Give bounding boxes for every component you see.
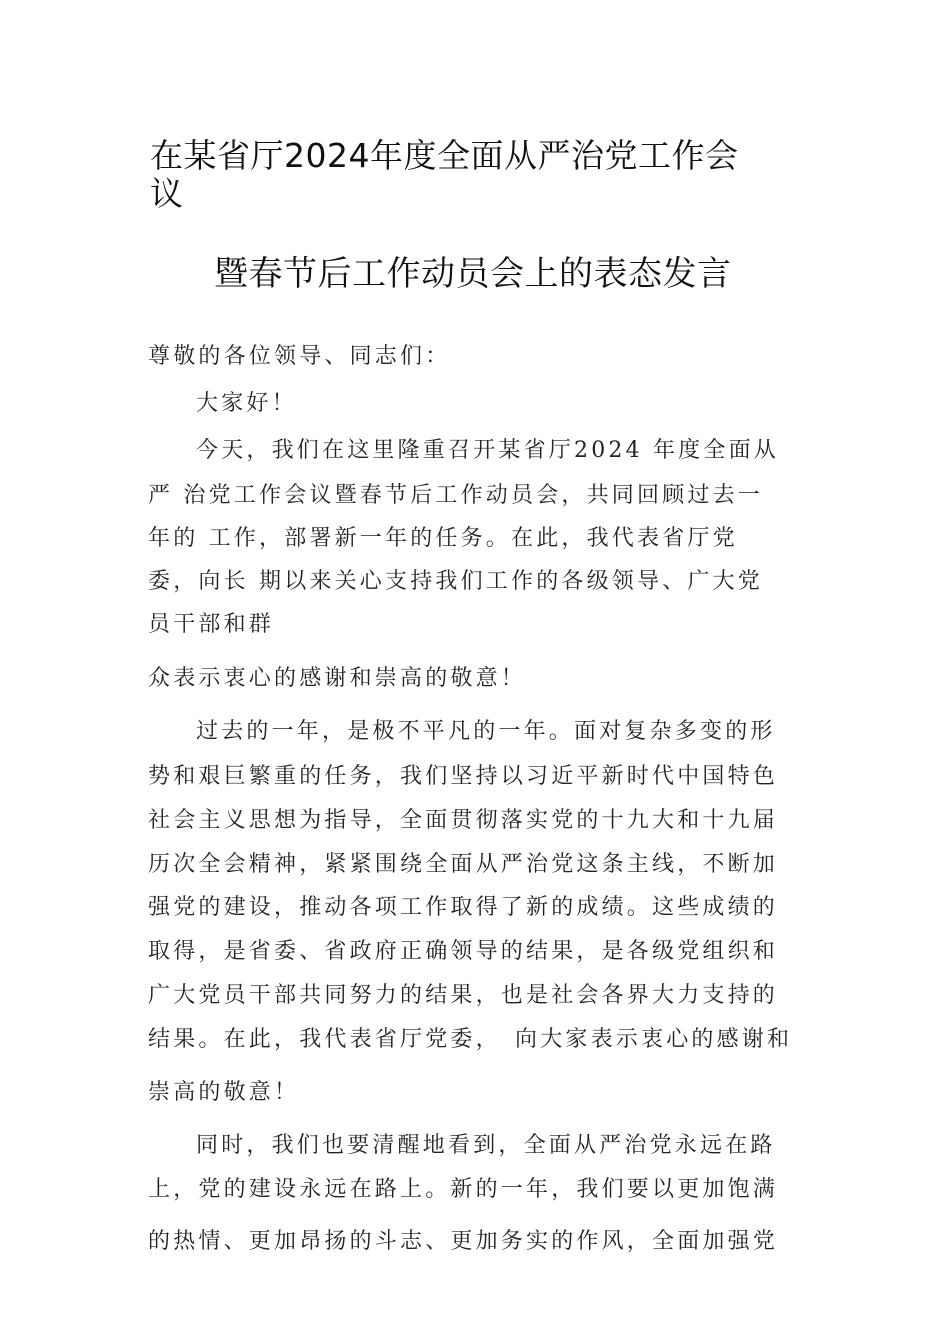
body-line: 员干部和群 xyxy=(148,612,275,637)
body-line: 委，向长 期以来关心支持我们工作的各级领导、广大党 xyxy=(148,569,763,594)
body-line: 严 治党工作会议暨春节后工作动员会，共同回顾过去一 xyxy=(148,483,763,508)
body-line: 崇高的敬意！ xyxy=(148,1080,300,1105)
body-line: 同时，我们也要清醒地看到，全面从严治党永远在路 xyxy=(196,1133,776,1158)
greeting: 大家好！ xyxy=(196,391,297,416)
body-line: 年的 工作，部署新一年的任务。在此，我代表省厅党 xyxy=(148,526,738,551)
body-line: 社会主义思想为指导，全面贯彻落实党的十九大和十九届 xyxy=(148,808,779,833)
body-line: 历次全会精神，紧紧围绕全面从严治党这条主线，不断加 xyxy=(148,852,779,877)
body-line: 上，党的建设永远在路上。新的一年，我们要以更加饱满 xyxy=(148,1177,779,1202)
body-line: 过去的一年，是极不平凡的一年。面对复杂多变的形 xyxy=(196,719,776,744)
body-line: 广大党员干部共同努力的结果，也是社会各界大力支持的 xyxy=(148,983,779,1008)
body-line: 今天，我们在这里隆重召开某省厅2024 年度全面从 xyxy=(196,438,779,463)
body-line: 结果。在此，我代表省厅党委， 向大家表示衷心的感谢和 xyxy=(148,1027,793,1052)
body-line: 取得，是省委、省政府正确领导的结果，是各级党组织和 xyxy=(148,939,779,964)
title-line-1: 在某省厅2024年度全面从严治党工作会 xyxy=(150,136,739,175)
body-line: 的热情、更加昂扬的斗志、更加务实的作风，全面加强党 xyxy=(148,1229,779,1254)
body-line: 强党的建设，推动各项工作取得了新的成绩。这些成绩的 xyxy=(148,895,779,920)
body-line: 势和艰巨繁重的任务，我们坚持以习近平新时代中国特色 xyxy=(148,764,779,789)
body-line: 众表示衷心的感谢和崇高的敬意！ xyxy=(148,666,527,691)
title-line-1-continued: 议 xyxy=(150,174,184,213)
salutation: 尊敬的各位领导、同志们： xyxy=(148,344,451,369)
title-line-2: 暨春节后工作动员会上的表态发言 xyxy=(214,254,732,294)
